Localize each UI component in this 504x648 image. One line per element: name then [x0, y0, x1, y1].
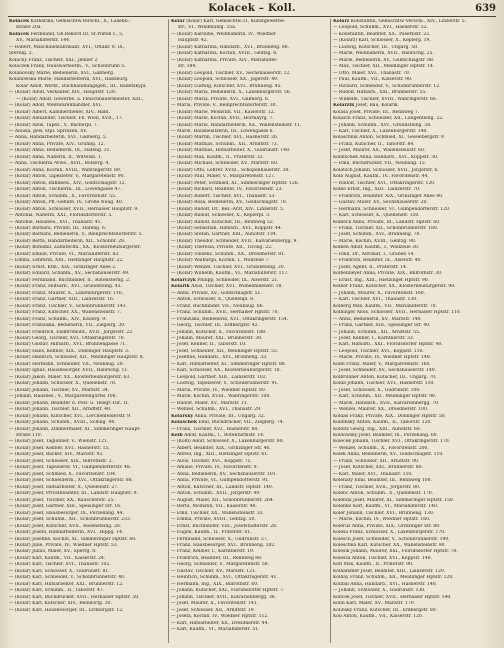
directory-entry: — (Kolar) Josef, Hausbesorger, IX., Porzellang. 44. — [9, 510, 124, 516]
directory-entry: — (Kolar) Rudolf, Kutscher, III., Rennweg 52. — [171, 219, 275, 225]
directory-entry: — (Kolar) Anton, Tapezierer, V., Margaretenstr. 90. — [9, 174, 125, 180]
directory-entry: — Marie, Hausbesitzerin, III., Löwengasse 6. — [171, 128, 274, 134]
directory-entry: Kolenc Anton, Schuhm., X., Quellenstr. 170. — [333, 491, 434, 497]
directory-entry: — (Kolar) Friedrich, Elektromont., XVII., Jörgerstr. 22. — [9, 329, 134, 335]
directory-entry: — August, Maler, XII., Schönbrunnerstr. 264. — [171, 497, 275, 503]
directory-entry: — Marie, Köchin, XVIII., Währingerstr. 108. — [171, 394, 271, 400]
directory-entry: straße 20a. — [16, 25, 42, 31]
directory-entry: Koler Johann, Tischler, XVI., Brunneng. 130. — [333, 510, 435, 516]
directory-entry: Koldinsky Anton, Kaufm., II., Taborstr. 120. — [333, 420, 432, 426]
directory-entry: — Eugen, Kaufm., II., Praterstr. 61. — [171, 530, 252, 536]
directory-entry: — (Kolar) Jakob, Maler, XX., Klosterneuburgerstr. 63. — [9, 374, 131, 380]
directory-entry: Kolbrunner Anton, Kutscher, III., Ungarg. 70. — [333, 374, 437, 380]
header-rule — [8, 16, 496, 17]
directory-entry: — Josef, Kutscher, XXI., Brünnerstr. 80. — [333, 465, 423, 471]
directory-entry: — (Kolar) Josef, Tapezierer, VI., Gumpendorferstr. 48. — [9, 465, 132, 471]
directory-entry: Kolibal Anna, Handarb., XVI., Hasnerstr. 140. — [333, 581, 438, 587]
directory-entry: — (Kolar) Berta, Handarbeiterin, XII., Schönbr. 28. — [9, 238, 126, 244]
directory-entry: — (Kolar) Emilie, Private, VI., Mariahilferstr. 83. — [9, 251, 120, 257]
directory-entry: — (Kolar) Josefa, Handarbeiterin, XVI., Hippg. 14. — [9, 530, 124, 536]
directory-entry: — Albert, Beamter, XIX., Grinzinger Str. 46. — [171, 445, 271, 451]
directory-entry: — Wenzel, Maurer, XX., Dresdnerstr. 100. — [333, 407, 429, 413]
directory-entry: — (Kolar) Anton, Schuhm., X., Favoritenstr. 55. — [9, 193, 117, 199]
directory-entry: — (Kolar) Josefine, Köchin, XI., Simmeringer Hptstr. 60. — [9, 536, 137, 542]
entry-details: Anna, Private, III., Ungarg. 32. — [193, 413, 266, 419]
directory-entry: — Anton, Kutscher, III., Landstr. Hptstr. 140. — [171, 484, 274, 490]
directory-entry: — (Kolar) Karl, Hilfsarbeiter, XXI., Brünnerstr. 12. — [9, 581, 124, 587]
directory-entry: — (Kolar) Leopold, Tischler, XV., Sechshauserstr. 12. — [171, 70, 291, 76]
directory-entry: — (Kolar) Theodor, Schneider, XVII., Kalvarienbergg. 9. — [171, 238, 298, 244]
directory-entry: — (Kolar) Josef, Kutscher, XVII., Rosensteing. 28. — [9, 523, 122, 529]
directory-entry: — Anna, Private, XV., Goldschlagstr. 51. — [171, 290, 262, 296]
directory-entry: — Marie, Köchin, XVIII., Gentzg. 90. — [333, 238, 417, 244]
directory-entry: Kolasch Franz, Schneider, XII., Längenfeldg. 22. — [333, 116, 444, 122]
directory-entry: Kolbenheyer Anna, Private, XIX., Billrothstr. 30. — [333, 271, 443, 277]
directory-entry: Kolesa Franz, Schlosser, X., Laxenburgerstr. 170. — [333, 530, 446, 536]
directory-entry: — (Kolar) Anton, Pfl.-Gehilfe, IV., Große Neug. 40. — [9, 200, 124, 206]
directory-entry: — (Kolar) Hermann, Schneider, VII., Neubaug. 29. — [9, 361, 124, 367]
directory-entry: — Franz, Schlosser, XII., Arndtstr. 90. — [333, 458, 420, 464]
directory-entry: — Georg, Tischler, III., Erdbergstr. 42. — [171, 323, 259, 329]
directory-entry: — (Kolar) Michael, Schneider, XV., Märzstr. 60. — [171, 161, 279, 167]
directory-entry: — Marie, Weißnäherin, XVII., Halirschg. 25. — [333, 51, 434, 57]
directory-entry: — Franz, Kutscher, II., Taborstr. 84. — [333, 141, 415, 147]
directory-entry: — (Kolar) Adolf, Verkäufer, XIV., Hauptstr. 129. — [9, 90, 117, 96]
directory-entry: — (Kolar) Anna, Private, XIV., Grünbg. 12. — [9, 141, 105, 147]
directory-entry: — Hermann, Ing., XIX., Billrothstr. 60. — [171, 581, 259, 587]
directory-entry: — Josef, Schlosser, X., Gudrunstr. 100. — [333, 387, 421, 393]
directory-entry: — Hermann, Schneider, VI., Gumpendorferstr. 120. — [333, 206, 451, 212]
directory-entry: — (Kolar) Peter, Schmied, XI., Simmeringer Hptstr. 126. — [171, 180, 300, 186]
directory-entry: — (Kolar) Barbara, Bedienerin, V., Reinprechtsdorferstr. 5. — [9, 232, 143, 238]
directory-entry: — (Kolar) Franz, Schuhm., XIV., Kauerg. 9. — [9, 316, 107, 322]
directory-entry: — Franz, Tischler, XVII., Jörgerstr. 80. — [333, 484, 421, 490]
directory-entry: — (Kolar) Franz, Tischler, V., Schönbrunnerstr. 141. — [9, 303, 128, 309]
entry-surname: Kolarsky — [171, 413, 194, 419]
directory-entry: — Josef, Schneider, XII., Meidlinger Hptstr. 55. — [171, 348, 279, 354]
directory-entry: str., VI., Windmühlg. 35a. — [178, 25, 237, 31]
directory-entry: — (Kolar) Rudolf, Dr., Bez.-Arzt, XIV., Linzerstr. 5. — [171, 206, 285, 212]
directory-entry: — (Kolar) Johann, Schuhm., XVIII., Schulg. 44. — [9, 420, 116, 426]
directory-entry: — (Kolar) Hans, Kellner, XIX., Döblinger Hauptstr. 3. — [9, 348, 130, 354]
directory-entry: XV., Mariahilferstr. 144. — [16, 38, 71, 44]
entry-surname: Kolarczyk — [171, 277, 196, 283]
directory-entry: — (Kolar) Johann, Kutscher, XVI., Lerchenfelderstr. 9. — [9, 413, 132, 419]
directory-entry: Kolatschek Anna, Handarb., XVI., Koppstr. 30. — [333, 154, 439, 160]
directory-entry: — Johann, Schuhm., XVI., Grundsteing. 58. — [333, 122, 432, 128]
directory-entry: — Josef, Kellner, II., Taborstr. 10. — [171, 342, 247, 348]
directory-entry: — Antonie, Hausbes., XVI., Thaliastr. 41. — [9, 219, 102, 225]
column-divider — [168, 19, 169, 643]
directory-entry: — Otto, Maler, XVI., Thaliastr. 70. — [333, 70, 411, 76]
directory-entry: — Franz, Hausbesorger, XVI., Brunneng. 102. — [171, 542, 276, 548]
directory-entry: — (Kolar) Karl, Schlosser, X., Gudrunstr. 81. — [9, 568, 110, 574]
entry-details: Katharina, Gemischtw.Verschl., X., Laxenb.- — [29, 19, 131, 24]
directory-entry: — (Kolar) Josef, Taglöhner, V., Wienstr. 121. — [9, 439, 109, 445]
directory-entry: Kolesik Johann, Maurer, XXI., Floridsdorfer Hptstr. 70. — [333, 549, 458, 555]
directory-entry: — Leopold, Gärtner, XIII., Lainzerstr. 102. — [171, 374, 268, 380]
directory-entry: — (Kolar) Stefan, Gärtner, XIII., Auhofstr. 134. — [171, 232, 277, 238]
directory-entry: — Emil, Tischler, XX., Wallensteinstr. 33. — [171, 510, 264, 516]
directory-entry: — Johann, Schuhm., XII., Arndtstr. 55. — [333, 329, 421, 335]
directory-entry: — (Kolar) Katharina, Köchin, XVIII., Gentzg. 8. — [171, 51, 278, 57]
directory-entry: — Rudolf, Tischler, XVI., Ottakringerstr. 120. — [333, 180, 436, 186]
directory-entry: — Josef, Agent, II., Praterstr. 14. — [333, 264, 408, 270]
directory-entry: — Karl, Kaufm., VI., Mariahilferstr. 51. — [171, 627, 260, 633]
directory-entry: — Friedrich, Beamter, XIX., Grinzinger Allee 40. — [333, 193, 444, 199]
entry-surname: Kolacek — [9, 19, 30, 24]
directory-entry: Kolbl Franz, Maler, V., Margaretenstr. 160. — [333, 361, 431, 367]
directory-entry: — (Kolar) Eduard, Schuhm., XV., Sechshauserstr. 49. — [9, 271, 130, 277]
entry-details: Konstantin, Gemischtw.-Verschl., XIV., Linzerstr. 5. — [349, 19, 467, 24]
entry-details: Emil, Buchdrucker, VII., Zieglerg. 74. — [196, 420, 285, 426]
directory-entry: — Robert, Maschinenfabrikant, XVI., Ottakr. 8. IX., — [9, 44, 126, 50]
directory-entry: Kolesch Josef, Schneider, V., Schönbrunnerstr. 190. — [333, 536, 450, 542]
column-2 — [171, 19, 328, 643]
directory-entry: — Emma, Private, XVIII., Gentzg. 50. — [171, 517, 256, 523]
directory-entry: Kolf Max, Kaufm., II., Praterstr. 90. — [333, 562, 414, 568]
directory-entry: — Franz, Tischler, XVI., Hasnerstr. 80. — [171, 426, 259, 432]
directory-entry: Kolditz Georg, Ing., XIII., Auhofstr. 60. — [333, 426, 422, 432]
directory-entry: — (Kolar) Anton, Tischlerm., III., Löwengasse 47. — [9, 187, 122, 193]
directory-entry: — (Kolar) Anna, Näherin, II., Wittelsb. 1. — [9, 154, 103, 160]
directory-entry: — (Kolar) Adolf, Gewerbe, a. Fleischhauermeister, XIII., — [16, 96, 144, 102]
directory-entry: — (Kolar) Albert, Kammerdiener, XIV., Haßl. — [9, 109, 110, 115]
directory-entry: — Johann, Maurer, X., Favoritenstr. 160. — [333, 290, 426, 296]
directory-entry: — (Kolar) Adolf, Weißwarenhändler, XVI. — [9, 103, 102, 109]
directory-entry: — (Kolar) Johann, Schlosser, X., Quellenstr. 78. — [9, 381, 117, 387]
page-header — [0, 3, 504, 17]
directory-entry: — Johann, Maurer, XXI., Brünnerstr. 38. — [171, 335, 263, 341]
directory-entry: Hauptstr. 42. — [178, 38, 208, 44]
directory-entry: — Ernst, Buchbinder, VIII., Josefstädterstr. 28. — [171, 523, 278, 529]
directory-entry: — Richard, Schneider, V., Schönbrunnerstr. 12. — [333, 83, 441, 89]
directory-entry: — Ludwig, Kutscher, III., Ungarg. 50. — [333, 44, 419, 50]
directory-entry: — (Kolar) Gustav, Hilfsarb., XVI., Brunnengasse 71. — [9, 342, 127, 348]
directory-entry: — (Kolar) Karl, Kaufm., VII., Kaiserstr. 24. — [9, 555, 106, 561]
directory-entry: — Marie, Bedienerin, XV., Goldschlagstr. 88. — [333, 57, 435, 63]
directory-entry: — Karl, Schuhm., XII., Meidlinger Hptstr. 90. — [333, 394, 437, 400]
directory-entry: — (Kolar) Otto, Lehrer, XVIII., Schopenhauerstr. 38. — [171, 167, 290, 173]
page-number: 639 — [475, 3, 496, 14]
directory-entry: — Franz, Tischler, XII., Schönbrunnerstr. 180. — [333, 226, 439, 231]
directory-entry: Kolenko Karl, Kaufm., VI., Mariahilferstr. 140. — [333, 504, 439, 510]
column-divider — [330, 19, 331, 643]
directory-entry: — (Kolar) Leopold, Schlosser, XX., Jägerstr. 49. — [171, 77, 279, 83]
directory-entry: — (Kolar) Walburga, Köchin, I., Wollzeile 7. — [171, 258, 270, 264]
directory-entry: — (Kolar) Karl, Hausbesorger, III., Erdbergstr. 12. — [9, 607, 124, 613]
directory-entry: — Karl, Hilfsarbeiter, XX., Dresdnerstr. 44. — [171, 620, 269, 626]
directory-entry: — Antonia, Näherin, XXI., Floridsdorferstr. 5. — [9, 213, 113, 219]
directory-entry: — (Kolar) Josef, Tischler, XX., Rauscherstr. 25. — [9, 497, 115, 503]
column-1 — [9, 19, 166, 643]
directory-entry: — (Kolar) Sebastian, Hilfsarb., XVI., Koppstr. 44. — [171, 226, 283, 231]
directory-entry: — Max, Tischler, XII., Meidlinger Hptstr. 14. — [333, 64, 435, 70]
directory-entry: — (Kolar) Franz, Hilfsarb., XVI., Grundsteing. 43. — [9, 284, 122, 290]
directory-entry: — Franziska, Bedienerin, XVI., Ottakringerstr. 154. — [171, 316, 289, 322]
directory-entry: — Gustav, Maler, XV., Sechshauserstr. 20. — [333, 200, 428, 206]
directory-entry: — (Kolar) Josef, Schneiderm., XVI., Ottakringerstr. 88. — [9, 478, 133, 484]
directory-entry: — (Kolar) Katharina, Private, XIV., Mariahilfer- — [171, 57, 278, 63]
entry-surname: Kolaschek — [171, 420, 197, 426]
directory-entry: str. 184. — [178, 64, 197, 70]
entry-details: Ferdinand, Gh.Rekord III, St.Pölten I., 5, — [29, 31, 124, 37]
directory-entry: Kolbeck Anna, Private, III., Landstr. Hptstr. 60. — [333, 219, 441, 225]
directory-entry: Kolhammer Josef, Beamter, XIII., Lainzerstr. 120. — [333, 568, 446, 574]
directory-entry: — (Kolar) Mathias, Schuhm., XII., Arndtstr. 73. — [171, 141, 279, 147]
directory-entry: — Emil, Buchdrucker, VII., Neubaug. 12. — [333, 161, 427, 167]
directory-entry: Kolar Adolf, Werkf., Buchhandlungsgeh., III., Radetzkypl. — [16, 83, 147, 89]
directory-entry: — Alois, Tischler, XVI., Koppstr. 75. — [171, 458, 252, 464]
directory-entry: Kolessa Anton, Tischler, XVI., Koppstr. 140. — [333, 555, 432, 561]
directory-entry: — (Kolar) Ignaz, Hausbesorger, XVII., Halirschg. 11. — [9, 368, 129, 374]
directory-entry: — (Kolar) Richard, Beamter, IV., Favoritenstr. 23. — [171, 187, 283, 193]
directory-entry: — (Kolar) Karl, Schneider, V., Schönbrunnerstr. 40. — [9, 575, 126, 581]
entry-details: (Kolar) Karl, Gemischtw.31, Kunstgewerbe- — [184, 19, 286, 24]
directory-entry: Kolanovsky Marie, Bedienerin, XVI., Gaßnerg. — [9, 70, 115, 76]
directory-entry: — Marie, Private, IV., Wiedner Hptstr. 140. — [333, 355, 431, 361]
directory-entry: — (Kolar) Ferdinand, Buchbinder, II., Rotensterng. 2. — [9, 277, 131, 283]
directory-entry: — Anton, Schlosser, X., Quellenpl. 8. — [171, 297, 255, 303]
entry-details: Philipp, Schneider, IX., Alserstr. 21. — [195, 277, 279, 283]
entry-details: Josef, Bau, Kolarik. — [354, 103, 400, 109]
directory-entry: — (Kolar) Josef, Schlosser, XIX., Billrothstr. 2. — [9, 458, 113, 464]
directory-entry: — (Kolar) Vinzenz, Schuhm., XX., Dresdnerstr. 81. — [171, 251, 286, 257]
directory-entry: — Ferdinand, Schlosser, X., Gudrunstr. 57. — [171, 536, 269, 542]
directory-entry: — Ludwig, Tapezierer, V., Schönbrunnerstr. 91. — [171, 381, 279, 387]
directory-entry: — (Kolar) Johann, Zimmermaler, XI., Simmeringer Haupt- — [9, 426, 141, 432]
directory-entry: — (Kolar) Wilhelm, Kaufm., VI., Mariahilferstr. 117. — [171, 271, 289, 277]
directory-entry: — Rudolf, Hilfsarb., XXI., Brünnerstr. 55. — [333, 90, 427, 96]
directory-entry: — (Kolar) Franz, Kutscher, XX., Wallensteinstr. 7. — [9, 310, 122, 316]
directory-entry: Kolber Franz, Kutscher, XX., Klosterneuburgerstr. 90. — [333, 284, 456, 290]
directory-entry: — (Kolar) Anton, Bahnbed., XIV., Goldschlagstr. 12. — [9, 180, 126, 186]
directory-entry: — (Kolar) Robert, Tischler, XVI., Thaliastr. 53. — [171, 193, 276, 199]
directory-entry: — Leopold, Schuhm., XVI., Hasnerstr. 52. — [333, 25, 428, 31]
directory-entry: — Marie, Köchin, IV., Wiedner Hptstr. 160. — [333, 517, 431, 523]
directory-entry: — (Kolar) Karl, Kutscher, XIV., Reindorfg. 30. — [9, 601, 112, 607]
directory-entry: — (Kolar) Theresia, Private, XII., Tivolig. 22. — [171, 245, 273, 251]
entry-surname: Kolarz — [333, 19, 350, 24]
directory-entry: Sternlg. 2. — [9, 51, 34, 57]
directory-entry: straße 110. — [16, 433, 43, 438]
directory-entry: — Johann, Kutscher, XXI., Floridsdorfer Hptstr. 7. — [171, 588, 285, 594]
directory-entry: Kolberg Max, Kaufm., VII., Mariahilferstr. 70. — [333, 303, 437, 309]
directory-entry: — Anna, Handarbeiterin, XVI., Gaßnerg. 5. — [9, 135, 108, 141]
directory-entry: — (Kolar) Alexander, Tischler, Fb. Wien, XVII., 17. — [9, 116, 124, 122]
directory-entry: Kolenaty Emil, Beamter, III., Rennweg 100. — [333, 478, 432, 484]
directory-entry: — Franz, Kellner, I., Kärntnerstr. 19. — [171, 549, 255, 555]
directory-entry: Kolecek Johann, Tischler, XVI., Ottakringerstr. 170. — [333, 439, 451, 445]
directory-entry: — (Kolar) Marie, Köchin, XVII., Hormayrg. 7. — [171, 116, 274, 122]
directory-entry: — (Kolar) Josef, Privatbeamter, III., Landstr. Hauptstr. 9. — [9, 491, 138, 497]
directory-entry: — Franz, Gärtner, XIII., Speisinger Str. 40. — [333, 323, 431, 329]
directory-entry: Kolerus Anna, Private, XIX., Grinzinger Str. 80. — [333, 523, 441, 529]
directory-entry: — Aloisia, gew. Stpl. Sprinzen, XV. — [9, 128, 88, 134]
directory-entry: — Rudolf, Maler, XV., Märzstr. 11. — [171, 400, 249, 406]
directory-entry: Kolaczek Franz, Hauswarteerm., V., Schönbrunn 5. — [9, 64, 126, 70]
directory-entry: — Josef, Schneider, XV., Sechshauserstr. 140. — [333, 368, 437, 374]
directory-entry: Kolek Anna, Bedienerin, XV., Goldschlagstr. 110. — [333, 452, 444, 458]
directory-entry: Koleschka Karl, Kutscher, XX., Wallensteinstr. 90. — [333, 542, 446, 548]
directory-entry: — Karl, Hilfsarb., XXI., Floridsdorfer Hptstr. 40. — [333, 342, 443, 348]
directory-entry: — (Kolar) Katharina, Handarb., XVI., Brunneng. 88. — [171, 44, 290, 50]
entry-surname: Kolacek — [9, 31, 30, 37]
directory-entry: — (Kolar) Alois, Tapez., V., Bacherpl. 7. — [9, 122, 99, 128]
directory-entry: Kolben Adolf, Kaufm., I., Wollzeile 30. — [333, 245, 420, 251]
directory-entry: — (Kolar) Martin, Tischler, XVI., Hasnerstr. 26. — [171, 135, 279, 141]
directory-entry: — Franz, Buchbinder, VII., Neubaug. 66. — [171, 303, 264, 309]
directory-entry: — (Kolar) Marie, Modistin, VII., Kaiserstr. 12. — [171, 109, 275, 115]
directory-entry: — Johann, Schlosser, X., Gudrunstr. 130. — [333, 588, 426, 594]
directory-entry: — (Kolar) Karl, Buchdrucker, XVII., Hernalser Hptstr. 50. — [9, 594, 140, 600]
directory-entry: — (Kolar) Julius, Maler, XV., Sperrg. 8. — [9, 549, 97, 555]
directory-entry: — (Kolar) Johann, Beamter d. Post- u. Telegr.-Dir., II. — [9, 400, 129, 406]
directory-entry: — Johann, Kutscher, X., Favoritenstr. 188. — [171, 329, 267, 335]
directory-entry: — (Kolar) Karl, Schuhm., II., Taborstr. 47. — [9, 588, 105, 594]
directory-entry: — (Kolar) Josef, Schmied, X., Favoritenstr. 104. — [9, 471, 117, 477]
directory-entry: — Josef, Maurer, XX., Wallensteinstr. 60. — [333, 148, 426, 154]
directory-entry: — (Kolar) Franz, Maurer, X., Laxenburgerstr. 116. — [9, 290, 124, 296]
directory-entry: Koll Anton, Kaufm., VII., Kaiserstr. 120. — [333, 614, 424, 620]
directory-entry: — Gustav, Tischler, XV., Märzstr. 121. — [171, 568, 257, 574]
directory-entry: — (Kolar) Rudolf, Schlosser, X., Keplerpl. 3. — [171, 213, 271, 219]
directory-entry: — Georg, Schneider, V., Margaretenstr. 58. — [171, 562, 270, 568]
directory-entry: Kolbe Ernst, Ing., XIII., Lainzerstr. 70. — [333, 187, 421, 193]
directory-entry: — Friedrich, Beamter, III., Rennweg 88. — [171, 555, 263, 561]
directory-entry: — (Kolar) Josef, Schuhm., XII., Schönbrunnerstr. 233. — [9, 517, 132, 523]
directory-entry: — Konstantin, Beamter, XX., Pasettistr. 22. — [333, 31, 431, 37]
directory-entry: — (Kolar) Johann, Tischler, XV., Märzstr. 34. — [9, 387, 110, 393]
directory-entry: — Friedrich, Beamter, IX., Alserstr. 40. — [333, 258, 422, 264]
directory-entry: — (Kolar) Franziska, Bedienerin, VII., Zieglerg. 30. — [9, 323, 126, 329]
directory-entry: Kolin Karl, Maler, XV., Märzstr. 170. — [333, 601, 415, 607]
directory-entry: — (Kolar) Rosa, Bedienerin, XV., Goldschlagstr. 70. — [171, 200, 288, 206]
directory-entry: Kolasa Josef, Private, III., Rennweg 7. — [333, 109, 420, 115]
directory-entry: — (Kolar) Georg, Tischler, XVI., Ottakringerstr. 70. — [9, 335, 125, 341]
directory-entry: — Wenzel, Schuhm., X., Favoritenstr. 200. — [333, 445, 429, 451]
directory-entry: — Emil, Dr., Advokat, I., Graben 14. — [333, 251, 415, 257]
directory-entry: — (Kolar) Josef, Hilfsarbeiter, X., Quellenstr. 27. — [9, 484, 119, 490]
directory-entry: Kolanowska Marie, Handarbeiterin, XVI., Habsburg. — [9, 77, 129, 83]
directory-entry: Kolacny Franz, Tischler, XXI., Jenner 2. — [9, 57, 99, 63]
entry-surname: Kolarik — [171, 284, 190, 290]
directory-entry: — Karl, Maler, XVI., Thaliastr. 150. — [333, 471, 413, 477]
directory-entry: — Anton, Schuhm., XVII., Jörgerstr. 49. — [171, 491, 261, 497]
directory-entry: — Josef, Schuhm., XVI., Brunneng. 70. — [333, 232, 421, 238]
directory-entry: — Josefa, Köchin, IV., Wiedner Hptstr. 112. — [171, 614, 269, 620]
directory-entry: — (Kolb) Adolf, Schlosser, X., Laxenburgerstr. 80. — [171, 439, 284, 445]
directory-entry: — (Kolar) Johann, Tischler, XII., Arndtstr. 40. — [9, 407, 112, 413]
directory-entry: — (Kolar) Mathias, Hilfsarbeiter, X., Gudrunstr. 148. — [171, 148, 291, 154]
directory-entry: — Josef, Maurer, X., Favoritenstr. 141. — [171, 601, 259, 607]
directory-entry: — (Kolar) Julie, Private, IV., Wiedner Hptstr. 53. — [9, 542, 118, 548]
directory-entry: — (Kolar) Paul, Maler, V., Margaretenstr. 127. — [171, 174, 276, 180]
entry-surname: Kolb — [171, 433, 183, 438]
directory-entry: — Josef, Schlosser, XII., Arndtstr. 19. — [171, 607, 256, 613]
directory-entry: — Johann, Tischler, XVII., Kalvarienbergg. 36. — [171, 594, 277, 600]
directory-entry: — (Kolar) Josef, Gärtner, XIII., Speisinger Str. 16. — [9, 504, 122, 510]
directory-entry: — Anna, Bedienerin, XV., Märzstr. 140. — [333, 316, 422, 322]
directory-entry: — (Kolar) Bohumil, Zahntechn., XX., Klosterneuburgerstr. — [9, 245, 142, 251]
directory-entry: — (Kolar) Ludwig, Kutscher, XVI., Brunneng. 45. — [171, 83, 282, 89]
directory-entry: — Josef, Kellner, I., Kärntnerstr. 33. — [333, 335, 415, 341]
directory-entry: Kolatsch Johann, Schlosser, XVII., Jörgerstr. 6. — [333, 167, 439, 173]
directory-entry: — Josefine, Handarb., XVI., Brunneng. 33. — [171, 355, 268, 361]
directory-entry: — Amalie, Private, IV., Favoritenstr. 9. — [171, 465, 258, 471]
directory-entry: — Heinrich, Schuhm., XVI., Ottakringerstr. 41. — [171, 575, 278, 581]
directory-entry: Kolicek Josef, Tischler, XVII., Hernalser Hptstr. 140. — [333, 594, 452, 600]
directory-entry: — Marie, Handarb., XVII., Kalvarienbergg. 70. — [333, 400, 440, 406]
directory-entry: — (Kolarz) Karl, Schlosser, X., Keplerg. 19. — [333, 38, 431, 44]
column-3 — [333, 19, 490, 643]
directory-entry: — Leopold, Tischler, XVI., Koppstr. 110. — [333, 348, 424, 354]
directory-entry: Kolda Johann, Tischler, XVI., Hasnerstr. 110. — [333, 381, 435, 387]
entry-surname: Kolar — [171, 19, 185, 24]
directory-entry: Kolinsky Franz, Kutscher, III., Erdbergstr. 80. — [333, 607, 438, 613]
directory-entry: — Johann, Hausbes., V., Margaretengürtel 108. — [9, 394, 117, 400]
directory-entry: — Wenzel, Schuhm., XVI., Thaliastr. 29. — [171, 407, 262, 413]
entry-details: Adolf, Kaufm., I., Rotenturmstr. 14. — [182, 433, 265, 438]
directory-entry: — Karl, Tischler, XVI., Thaliastr. 130. — [333, 297, 418, 303]
directory-entry: — (Kolar) Josef, Kellner, XVI., Hasnerstr. 15. — [9, 445, 110, 451]
directory-entry: — Franz, Schuhm., XVII., Hernalser Hptstr. 70. — [171, 310, 279, 316]
entry-details: Alois, Tischler, XVI., Wilhelminenstr. 18. — [189, 284, 283, 290]
directory-entry: — Karl, Tischler, X., Laxenburgerstr. 140. — [333, 128, 428, 134]
directory-entry: — Anna, Bedienerin, XV., Sechshauserstr. 101. — [171, 471, 278, 477]
directory-entry: — Maria, Private, V., Reinprechtsdorferstr. 30. — [171, 103, 277, 109]
directory-entry: — Karl, Hilfsarbeiter, XI., Simmeringer Hptstr. 88. — [171, 361, 287, 367]
directory-entry: — Emma, Lehrerin, XIII., Hietzinger Hauptstr. 22. — [9, 258, 124, 264]
directory-entry: Kolhay Franz, Schuhm., XII., Meidlinger Hptstr. 120. — [333, 575, 454, 581]
running-head: Kolacek – Koll. — [208, 3, 296, 14]
directory-entry: Kolb August, Kaufm., IV., Favoritenstr. 44. — [333, 174, 429, 180]
directory-entry: — (Kolar) Karl, Tischler, XVI., Thaliastr. 102. — [9, 562, 111, 568]
directory-entry: — (Kolar) Josef, Bäcker, XIV., Märzstr. 92. — [9, 452, 104, 458]
directory-entry: Kolbinger Alois, Schlosser, XVII., Hernalser Hptstr. 110. — [333, 310, 462, 316]
directory-entry: — (Kolar) Max, Kaufm., II., Praterstr. 32. — [171, 154, 265, 160]
directory-entry: — (Kolar) Karoline, Weißnäherin, IV., Wiedner — [171, 31, 276, 37]
directory-entry: — Berta, Modistin, VII., Kaiserstr. 48. — [171, 504, 257, 510]
directory-entry: — Karl, Schlosser, X., Quellenstr. 150. — [333, 213, 420, 219]
directory-entry: — (Kolar) Barbara, Private, III., Hafeng. 6. — [9, 226, 107, 231]
directory-entry: — (Kolar) Ernst, Kfm., XIX., Grinzinger Allee 2. — [9, 264, 117, 270]
directory-entry: Koldas Franz, Private, XIX., Döblinger Hptstr. 50. — [333, 413, 446, 419]
directory-entry: — Alfred, Ing., XIII., Hietzinger Hptstr. 61. — [171, 452, 269, 458]
directory-entry: — (Kolar) Heinrich, Schlosser, XII., Meidlinger Hauptstr. 8. — [9, 355, 145, 361]
directory-entry: — Ernst, Ing., XIII., Hietzinger Hptstr. 90. — [333, 277, 429, 283]
directory-entry: Koldowsky Josef, Beamter, IX., Porzellang. 60. — [333, 433, 438, 438]
directory-entry: — Karl, Schlosser, XX., Klosterneuburgerstr. 18. — [171, 368, 281, 374]
entry-surname: Kolaržik — [333, 103, 355, 109]
directory-entry: — (Kolar) Anna, Bedienerin, III., Hafeng. 31. — [9, 148, 111, 154]
directory-entry: Kolaschnik Anton, Schmied, XI., Geiselbergstr. 9. — [333, 135, 446, 141]
directory-entry: — (Kolar) Anton, Schlosser, XVII., Hernalser Hauptstr. 9. — [9, 206, 139, 212]
directory-entry: — (Kolar) Anna, Köchin, XVIII., Währingerstr. 89. — [9, 167, 122, 173]
directory-entry: — (Kolar) Franz, Gärtner, XIII., Lainzerstr. 16. — [9, 297, 115, 303]
directory-entry: — (Kolar) Maria, Bedienerin, X., Laxenburgerstr. 56. — [171, 90, 292, 96]
directory-entry: — Paul, Kaufm., VII., Kaiserstr. 90. — [333, 77, 413, 83]
directory-entry: Kolenda Josef, Maurer, XI., Simmeringer Hptstr. 150. — [333, 497, 455, 503]
directory-entry: — Anna, Private, VI., Gumpendorferstr. 91. — [171, 478, 270, 484]
directory-entry: — Anna, Tischlerm.-Wwe., XVII., Rötzerg. 4. — [9, 161, 110, 167]
directory-entry: — (Kolar) Wenzel, Tischler, XVI., Grundsteing. 20. — [171, 264, 285, 270]
directory-entry: — (Kolar) Maria, Private, XVI., Gaßnerg. 6. — [171, 96, 270, 102]
directory-entry: — Wilhelm, Tischler, XVIII., Währingerstr. 66. — [333, 96, 438, 102]
directory-entry: — Maria, Private, IV., Wiedner Hptstr. 80. — [171, 387, 267, 393]
directory-entry: — (Kolar) Marie, Handarbeiterin, XX., Wallensteinstr. 11. — [171, 122, 302, 128]
